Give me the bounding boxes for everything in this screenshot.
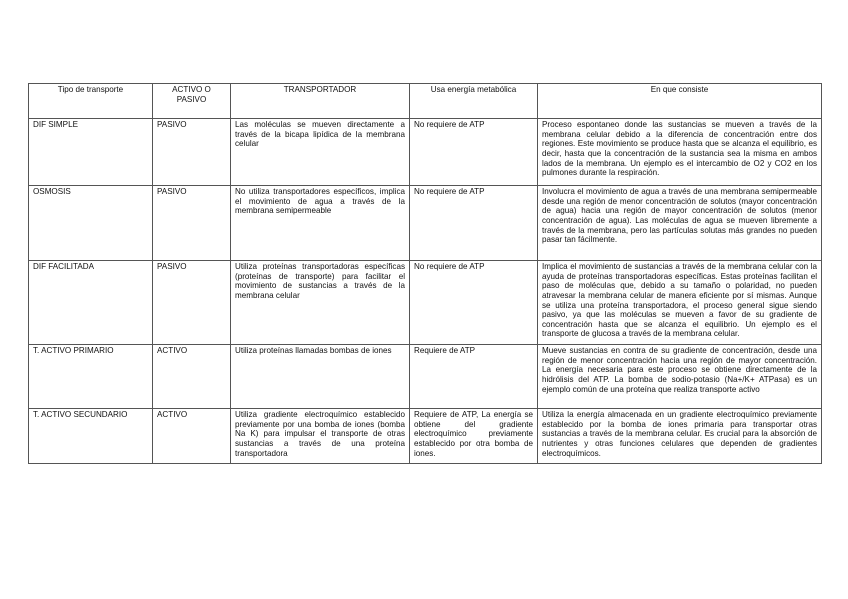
table-row	[29, 345, 822, 409]
cell-energia: No requiere de ATP	[410, 261, 538, 345]
cell-activo: ACTIVO	[153, 345, 231, 409]
cell-energia: No requiere de ATP	[410, 186, 538, 261]
cell-transportador: Utiliza proteínas transportadoras específicas (proteínas de transporte) para facilitar el movimiento de sustancias a través de la membrana celular	[231, 261, 410, 345]
header-consiste: En que consiste	[538, 84, 822, 119]
cell-consiste: Implica el movimiento de sustancias a través de la membrana celular con la ayuda de proteínas transportadoras específicas. Estas proteínas facilitan el paso de moléculas que, debido a su tamaño o polaridad, no pueden atravesar la membrana celular de manera eficiente por sí mismas. Aunque se utiliza una proteína transportadora, el proceso general sigue siendo pasivo, ya que las moléculas se mueven a favor de su gradiente de concentración hasta que se alcanza el equilibrio. Un ejemplo es el transporte de glucosa a través de la membrana celular.	[538, 261, 822, 345]
header-tipo: Tipo de transporte	[29, 84, 153, 119]
cell-activo: ACTIVO	[153, 409, 231, 464]
cell-activo: PASIVO	[153, 119, 231, 186]
table-row	[29, 119, 822, 186]
cell-consiste: Utiliza la energía almacenada en un gradiente electroquímico previamente establecido por la bomba de iones primaria para transportar otras sustancias a través de la membrana celular. Es crucial para la absorción de nutrientes y otras funciones celulares que dependen de gradientes electroquímicos.	[538, 409, 822, 464]
header-energia: Usa energía metabólica	[410, 84, 538, 119]
cell-consiste: Mueve sustancias en contra de su gradiente de concentración, desde una región de menor concentración hacia una región de mayor concentración. La energía necesaria para este proceso se obtiene directamente de la hidrólisis del ATP. La bomba de sodio-potasio (Na+/K+ ATPasa) es un ejemplo común de una proteína que realiza transporte activo	[538, 345, 822, 409]
header-transportador: TRANSPORTADOR	[231, 84, 410, 119]
cell-energia: Requiere de ATP, La energía se obtiene del gradiente electroquímico previamente establecido por otra bomba de iones.	[410, 409, 538, 464]
cell-tipo: OSMOSIS	[29, 186, 153, 261]
cell-transportador: Las moléculas se mueven directamente a través de la bicapa lipídica de la membrana celular	[231, 119, 410, 186]
cell-tipo: DIF SIMPLE	[29, 119, 153, 186]
cell-tipo: T. ACTIVO SECUNDARIO	[29, 409, 153, 464]
cell-activo: PASIVO	[153, 261, 231, 345]
cell-activo: PASIVO	[153, 186, 231, 261]
header-activo: ACTIVO O PASIVO	[153, 84, 231, 119]
table-row	[29, 186, 822, 261]
cell-consiste: Involucra el movimiento de agua a través de una membrana semipermeable desde una región de menor concentración de solutos (mayor concentración de agua) hacia una región de mayor concentración de solutos (menor concentración de agua). Las moléculas de agua se mueven libremente a través de la membrana, pero las partículas solutas más grandes no pueden pasar tan fácilmente.	[538, 186, 822, 261]
cell-energia: Requiere de ATP	[410, 345, 538, 409]
table-row	[29, 261, 822, 345]
cell-tipo: T. ACTIVO PRIMARIO	[29, 345, 153, 409]
cell-transportador: Utiliza gradiente electroquímico establecido previamente por una bomba de iones (bomba Na K) para impulsar el transporte de otras sustancias a través de una proteína transportadora	[231, 409, 410, 464]
cell-transportador: No utiliza transportadores específicos, implica el movimiento de agua a través de la membrana semipermeable	[231, 186, 410, 261]
header-row	[29, 84, 822, 119]
cell-transportador: Utiliza proteínas llamadas bombas de iones	[231, 345, 410, 409]
cell-consiste: Proceso espontaneo donde las sustancias se mueven a través de la membrana celular debido a la diferencia de concentración entre dos regiones. Este movimiento se produce hasta que se alcanza el equilibrio, es decir, hasta que la concentración de la sustancia sea la misma en ambos lados de la membrana. Un ejemplo es el intercambio de O2 y CO2 en los pulmones durante la respiración.	[538, 119, 822, 186]
table-row	[29, 409, 822, 464]
cell-tipo: DIF FACILITADA	[29, 261, 153, 345]
transport-table	[28, 83, 822, 464]
cell-energia: No requiere de ATP	[410, 119, 538, 186]
